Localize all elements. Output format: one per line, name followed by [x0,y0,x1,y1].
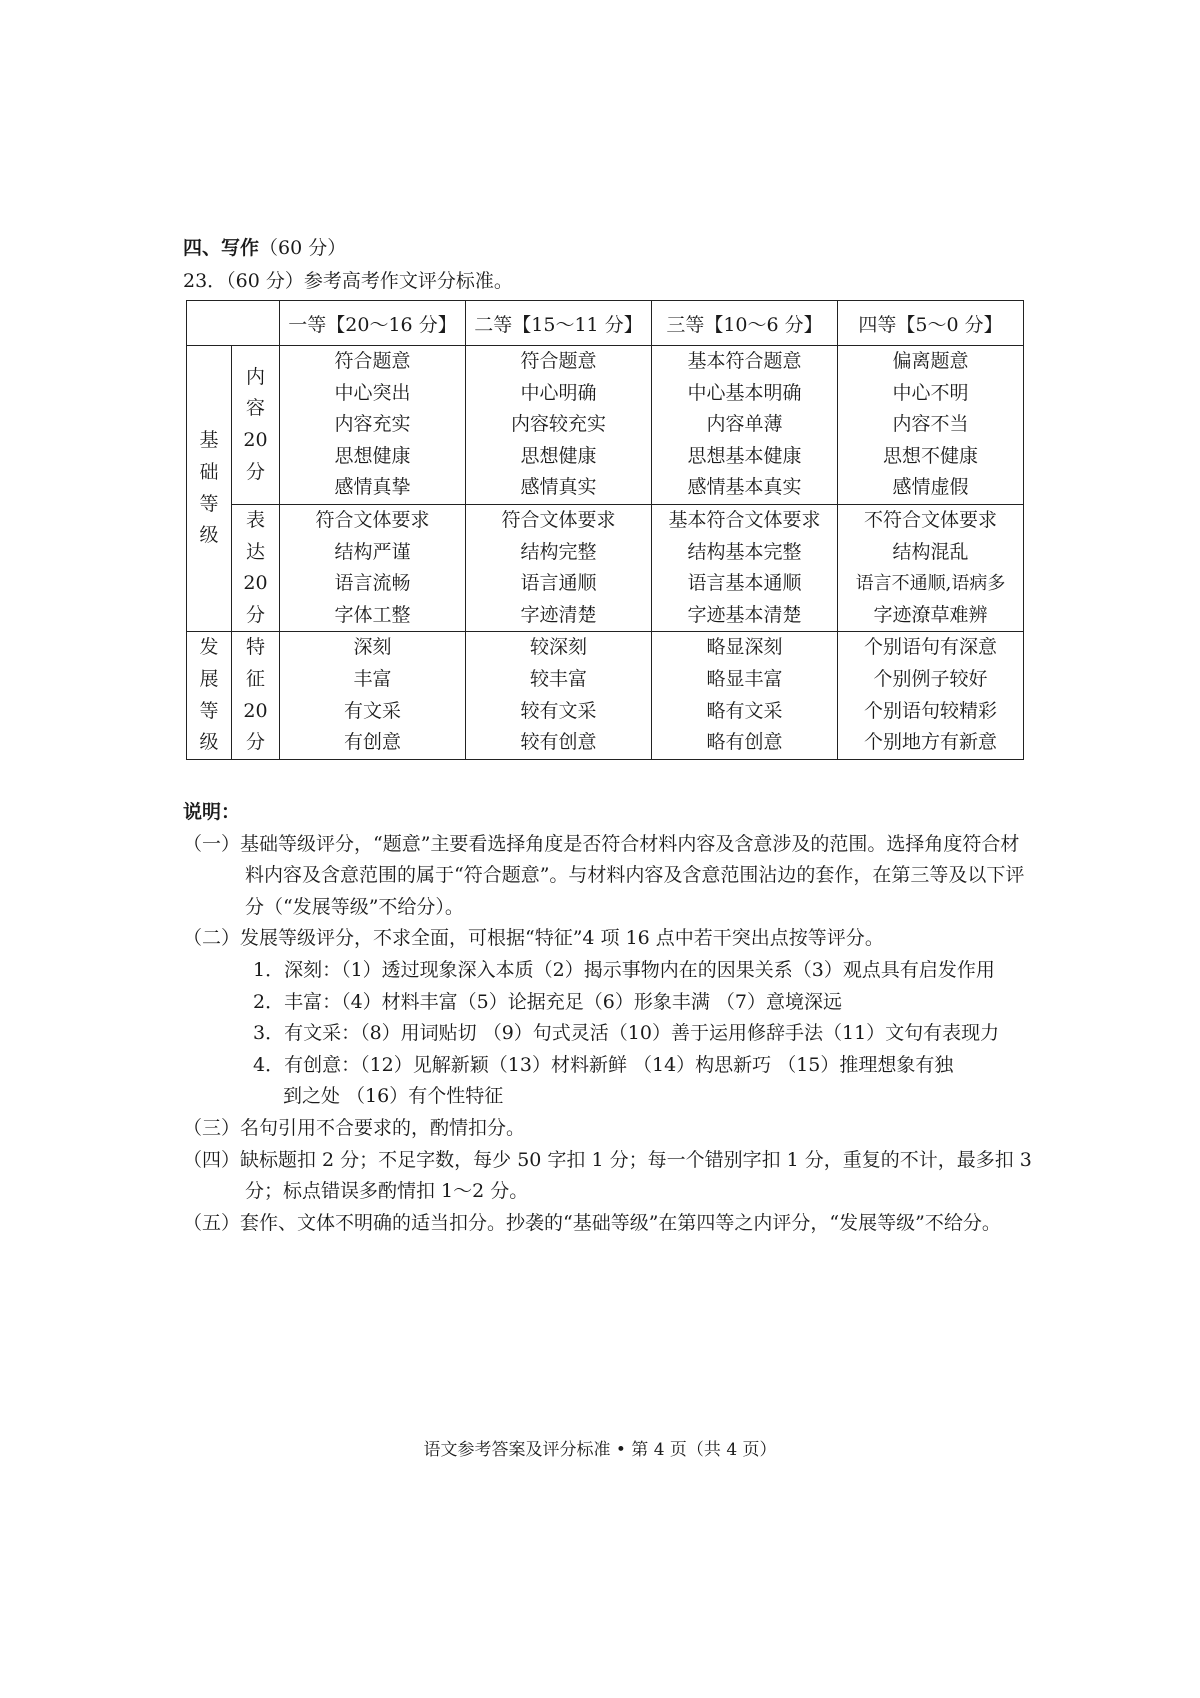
expression-cell-grade-3 [652,504,838,631]
sub-content-char: 容 [245,397,265,420]
group-basic-char: 基 [199,429,219,452]
cell-line: 内容较充实 [510,413,606,436]
group-basic-char: 级 [199,524,219,547]
feature-cell-grade-2 [466,632,652,759]
header-grade-4: 四等【5～0 分】 [838,301,1024,346]
notes-heading: 说明： [183,801,241,823]
content-cell-grade-1 [280,346,466,505]
sub-content-label [232,346,280,505]
note-2-item-2: 2．丰富：（4）材料丰富（5）论据充足（6）形象丰满 （7）意境深远 [253,990,842,1013]
note-3: （三）名句引用不合要求的，酌情扣分。 [183,1116,526,1139]
cell-line: 语言流畅 [334,572,411,595]
question-line: 23．（60 分）参考高考作文评分标准。 [183,270,513,292]
cell-line: 略显丰富 [706,667,783,690]
sub-expression-char: 20 [243,572,268,595]
sub-expression-char: 达 [245,540,265,563]
header-grade-2: 二等【15～11 分】 [466,301,652,346]
cell-line: 较有创意 [520,731,597,754]
sub-expression-label [232,504,280,631]
cell-line: 较丰富 [529,667,587,690]
cell-line: 思想健康 [520,444,597,467]
group-basic-label [187,346,232,632]
cell-line: 中心基本明确 [687,381,802,404]
cell-line: 符合题意 [520,350,597,372]
cell-line: 丰富 [353,667,392,690]
cell-line: 思想基本健康 [687,444,802,467]
cell-line: 感情基本真实 [687,476,802,499]
note-1: （一）基础等级评分，“题意”主要看选择角度是否符合材料内容及含意涉及的范围。选择角度符合材料内容及含意范围的属于“符合题意”。与材料内容及含意范围沾边的套作，在第三等及以下评分（“发展等级”不给分）。 [183,832,1025,918]
cell-line: 较有文采 [520,699,597,722]
cell-line: 偏离题意 [892,350,969,372]
cell-line: 基本符合题意 [687,350,802,372]
note-2-item-4 [183,1050,1033,1113]
sub-content-char: 内 [245,365,265,388]
group-dev-char: 等 [199,699,219,722]
sub-feature-char: 特 [245,636,265,659]
cell-line: 字迹基本清楚 [687,603,802,626]
feature-cell-grade-4 [838,632,1024,759]
cell-line: 有创意 [343,731,401,754]
expression-cell-grade-4 [838,504,1024,631]
cell-line: 个别语句有深意 [863,636,997,659]
group-dev-char: 发 [199,636,219,659]
expression-cell-grade-1 [280,504,466,631]
cell-line: 略有创意 [706,731,783,754]
feature-row [187,632,1024,759]
note-2-item-4-line-2: 到之处 （16）有个性特征 [283,1085,504,1108]
sub-expression-char: 表 [245,508,265,531]
group-basic-char: 础 [199,461,219,484]
cell-line: 个别地方有新意 [863,731,997,754]
note-2-item-1: 1．深刻：（1）透过现象深入本质（2）揭示事物内在的因果关系（3）观点具有启发作用 [253,958,995,981]
section-title-text: 四、写作 [183,237,260,259]
cell-line: 内容充实 [334,413,411,436]
cell-line: 内容单薄 [706,413,783,436]
note-2-item-4-line-1: 4．有创意：（12）见解新颖（13）材料新鲜 （14）构思新巧 （15）推理想象有独 [253,1053,954,1076]
cell-line: 感情真挚 [334,476,411,499]
cell-line: 不符合文体要求 [863,508,997,531]
content-cell-grade-3 [652,346,838,505]
group-development-label [187,632,232,759]
cell-line: 思想不健康 [882,444,978,467]
cell-line: 有文采 [343,699,401,722]
sub-content-char: 20 [243,428,268,451]
group-dev-char: 展 [199,667,219,690]
cell-line: 结构基本完整 [687,540,802,563]
cell-line: 字体工整 [334,603,411,626]
cell-line: 深刻 [353,636,392,659]
cell-line: 基本符合文体要求 [668,508,821,531]
note-2-item-3: 3．有文采：（8）用词贴切 （9）句式灵活（10）善于运用修辞手法（11）文句有表现力 [253,1022,1000,1045]
rubric-table [186,300,1024,760]
sub-expression-char: 分 [245,603,265,626]
feature-cell-grade-3 [652,632,838,759]
expression-row [187,504,1024,631]
cell-line: 内容不当 [892,413,969,436]
cell-line: 字迹清楚 [520,603,597,626]
sub-content-char: 分 [245,460,265,483]
cell-line: 结构严谨 [334,540,411,563]
note-4: （四）缺标题扣 2 分；不足字数，每少 50 字扣 1 分；每一个错别字扣 1 分，重复的不计，最多扣 3 分；标点错误多酌情扣 1～2 分。 [183,1148,1032,1203]
cell-line: 符合文体要求 [315,508,430,531]
sub-feature-char: 20 [243,699,268,722]
cell-line: 个别语句较精彩 [863,699,997,722]
cell-line: 符合文体要求 [501,508,616,531]
content-row [187,346,1024,505]
content-cell-grade-4 [838,346,1024,505]
sub-feature-char: 征 [245,667,265,690]
cell-line: 个别例子较好 [873,667,988,690]
page-footer: 语文参考答案及评分标准 • 第 4 页（共 4 页） [423,1440,777,1460]
cell-line: 思想健康 [334,444,411,467]
note-2: （二）发展等级评分，不求全面，可根据“特征”4 项 16 点中若干突出点按等评分。 [183,927,884,950]
cell-line: 语言不通顺,语病多 [855,573,1006,595]
section-score: （60 分） [259,237,347,259]
content-cell-grade-2 [466,346,652,505]
cell-line: 略显深刻 [706,636,783,659]
cell-line: 感情虚假 [892,476,969,499]
cell-line: 语言通顺 [520,572,597,595]
header-corner [187,301,280,346]
cell-line: 中心突出 [334,381,411,404]
header-grade-1: 一等【20～16 分】 [280,301,466,346]
cell-line: 略有文采 [706,699,783,722]
cell-line: 语言基本通顺 [687,572,802,595]
cell-line: 结构完整 [520,540,597,563]
cell-line: 较深刻 [529,636,587,659]
sub-feature-label [232,632,280,759]
feature-cell-grade-1 [280,632,466,759]
notes-section [183,797,1033,1239]
group-basic-char: 等 [199,492,219,515]
section-title [183,233,346,260]
cell-line: 中心不明 [892,381,969,404]
cell-line: 感情真实 [520,476,597,499]
cell-line: 中心明确 [520,381,597,404]
note-5: （五）套作、文体不明确的适当扣分。抄袭的“基础等级”在第四等之内评分，“发展等级”不给分。 [183,1211,1001,1234]
sub-feature-char: 分 [245,731,265,754]
cell-line: 结构混乱 [892,540,969,563]
cell-line: 字迹潦草难辨 [873,603,988,626]
cell-line: 符合题意 [334,350,411,372]
header-row [187,301,1024,346]
expression-cell-grade-2 [466,504,652,631]
header-grade-3: 三等【10～6 分】 [652,301,838,346]
group-dev-char: 级 [199,731,219,754]
